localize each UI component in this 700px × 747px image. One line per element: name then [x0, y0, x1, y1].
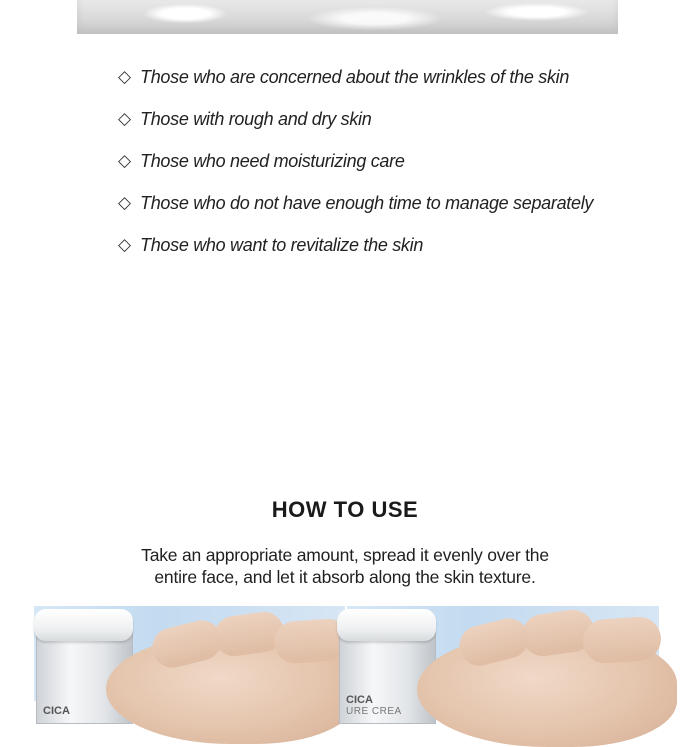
list-item	[118, 140, 678, 182]
list-item	[118, 224, 678, 266]
list-item	[118, 182, 678, 224]
jar-label: CICA	[43, 705, 70, 717]
cream-jar-image	[339, 612, 436, 724]
usage-photo-right	[346, 606, 659, 717]
jar-label-line: URE CREA	[346, 706, 402, 717]
cream-texture-image	[77, 0, 618, 34]
diamond-icon: ◇	[118, 235, 131, 254]
diamond-icon: ◇	[118, 109, 131, 128]
usage-photo-left	[34, 606, 345, 717]
jar-label-line: CICA	[346, 694, 373, 706]
jar-lid	[337, 609, 436, 641]
jar-lid	[34, 609, 133, 641]
description-line: entire face, and let it absorb along the skin texture.	[154, 567, 536, 587]
list-item-text: Those who are concerned about the wrinkles of the skin	[140, 66, 570, 87]
list-item	[118, 98, 678, 140]
list-item-text: Those who do not have enough time to manage separately	[140, 192, 594, 213]
how-to-use-title: HOW TO USE	[271, 497, 419, 522]
how-to-use-description	[120, 544, 570, 588]
jar-label	[346, 695, 402, 717]
diamond-icon: ◇	[118, 67, 131, 86]
list-item-text: Those with rough and dry skin	[140, 108, 372, 129]
target-user-list	[118, 56, 678, 266]
list-item-text: Those who want to revitalize the skin	[140, 234, 424, 255]
diamond-icon: ◇	[118, 151, 131, 170]
list-item	[118, 56, 678, 98]
list-item-text: Those who need moisturizing care	[140, 150, 405, 171]
finger-shape	[582, 615, 663, 664]
description-line: Take an appropriate amount, spread it evenly over the	[141, 545, 549, 565]
diamond-icon: ◇	[118, 193, 131, 212]
